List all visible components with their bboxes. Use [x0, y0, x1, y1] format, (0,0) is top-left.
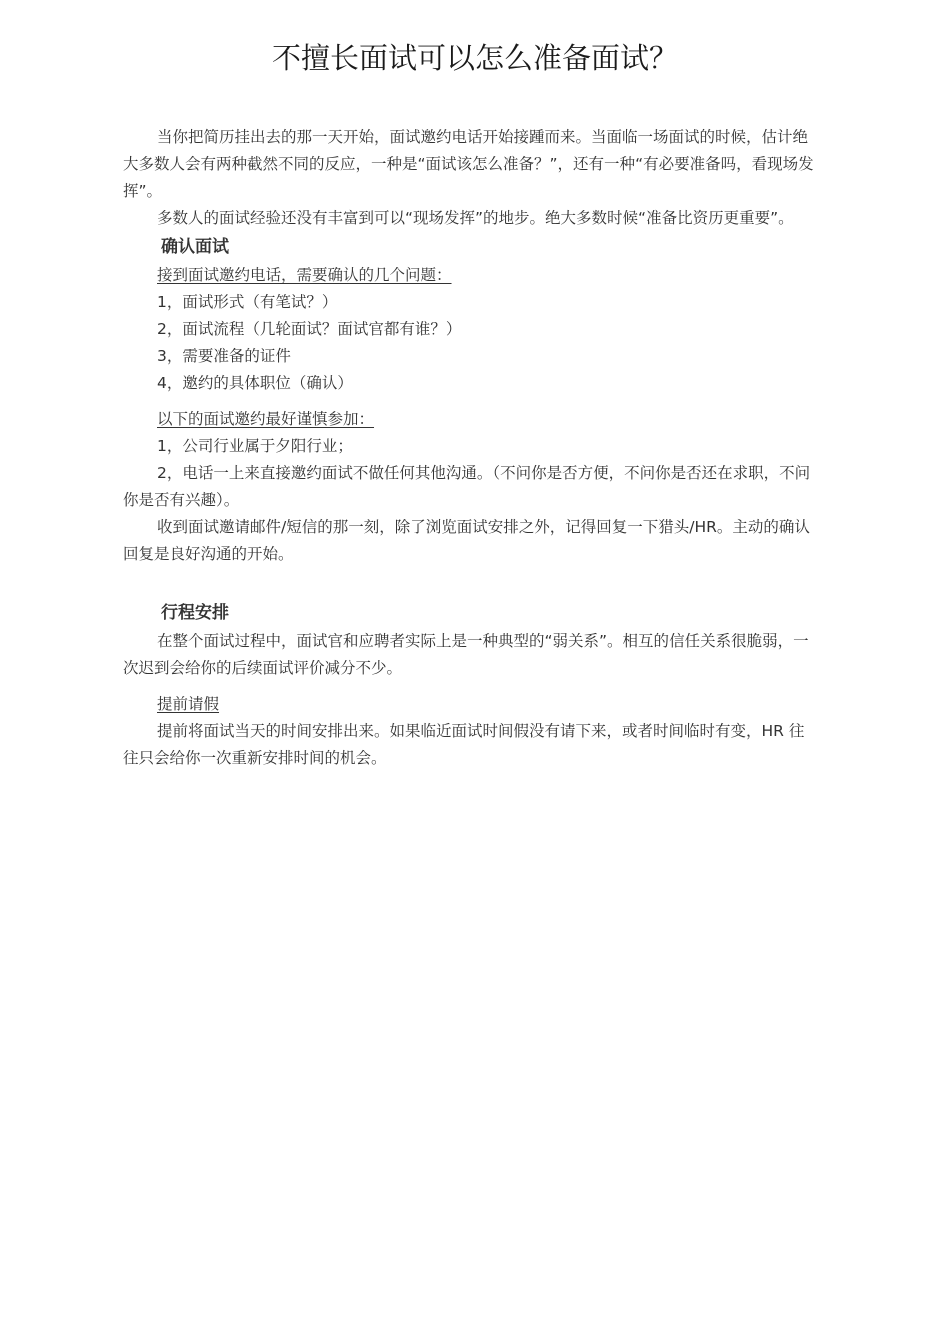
subheading: 提前请假: [157, 695, 220, 713]
list-item: 2，面试流程（几轮面试？面试官都有谁？）: [157, 320, 462, 338]
subheading: 接到面试邀约电话，需要确认的几个问题：: [157, 266, 452, 284]
section-heading: 确认面试: [161, 237, 229, 257]
list-item: 1，公司行业属于夕阳行业；: [157, 437, 353, 455]
document-body: [123, 124, 817, 772]
list-item: 1，面试形式（有笔试？）: [157, 293, 338, 311]
list-item: 4，邀约的具体职位（确认）: [157, 374, 353, 392]
section-confirm-interview: [123, 232, 817, 568]
intro-paragraph: 当你把简历挂出去的那一天开始，面试邀约电话开始接踵而来。当面临一场面试的时候，估计绝大多数人会有两种截然不同的反应，一种是“面试该怎么准备？”，还有一种“有必要准备吗，看现场发挥”。: [123, 128, 814, 200]
document-title: 不擅长面试可以怎么准备面试？: [271, 41, 678, 75]
body-paragraph: 在整个面试过程中，面试官和应聘者实际上是一种典型的“弱关系”。相互的信任关系很脆弱，一次迟到会给你的后续面试评价减分不少。: [123, 632, 809, 677]
body-paragraph: 收到面试邀请邮件/短信的那一刻，除了浏览面试安排之外，记得回复一下猎头/HR。主动的确认回复是良好沟通的开始。: [123, 518, 810, 563]
list-item: 3，需要准备的证件: [157, 347, 291, 365]
section-schedule: [123, 598, 817, 772]
body-paragraph: 提前将面试当天的时间安排出来。如果临近面试时间假没有请下来，或者时间临时有变，HR 往往只会给你一次重新安排时间的机会。: [123, 722, 805, 767]
section-heading: 行程安排: [161, 603, 229, 623]
intro-paragraph: 多数人的面试经验还没有丰富到可以“现场发挥”的地步。绝大多数时候“准备比资历更重要”。: [157, 209, 794, 227]
subheading: 以下的面试邀约最好谨慎参加：: [157, 410, 375, 428]
list-item: 2，电话一上来直接邀约面试不做任何其他沟通。（不问你是否方便，不问你是否还在求职，不问你是否有兴趣）。: [123, 464, 811, 509]
